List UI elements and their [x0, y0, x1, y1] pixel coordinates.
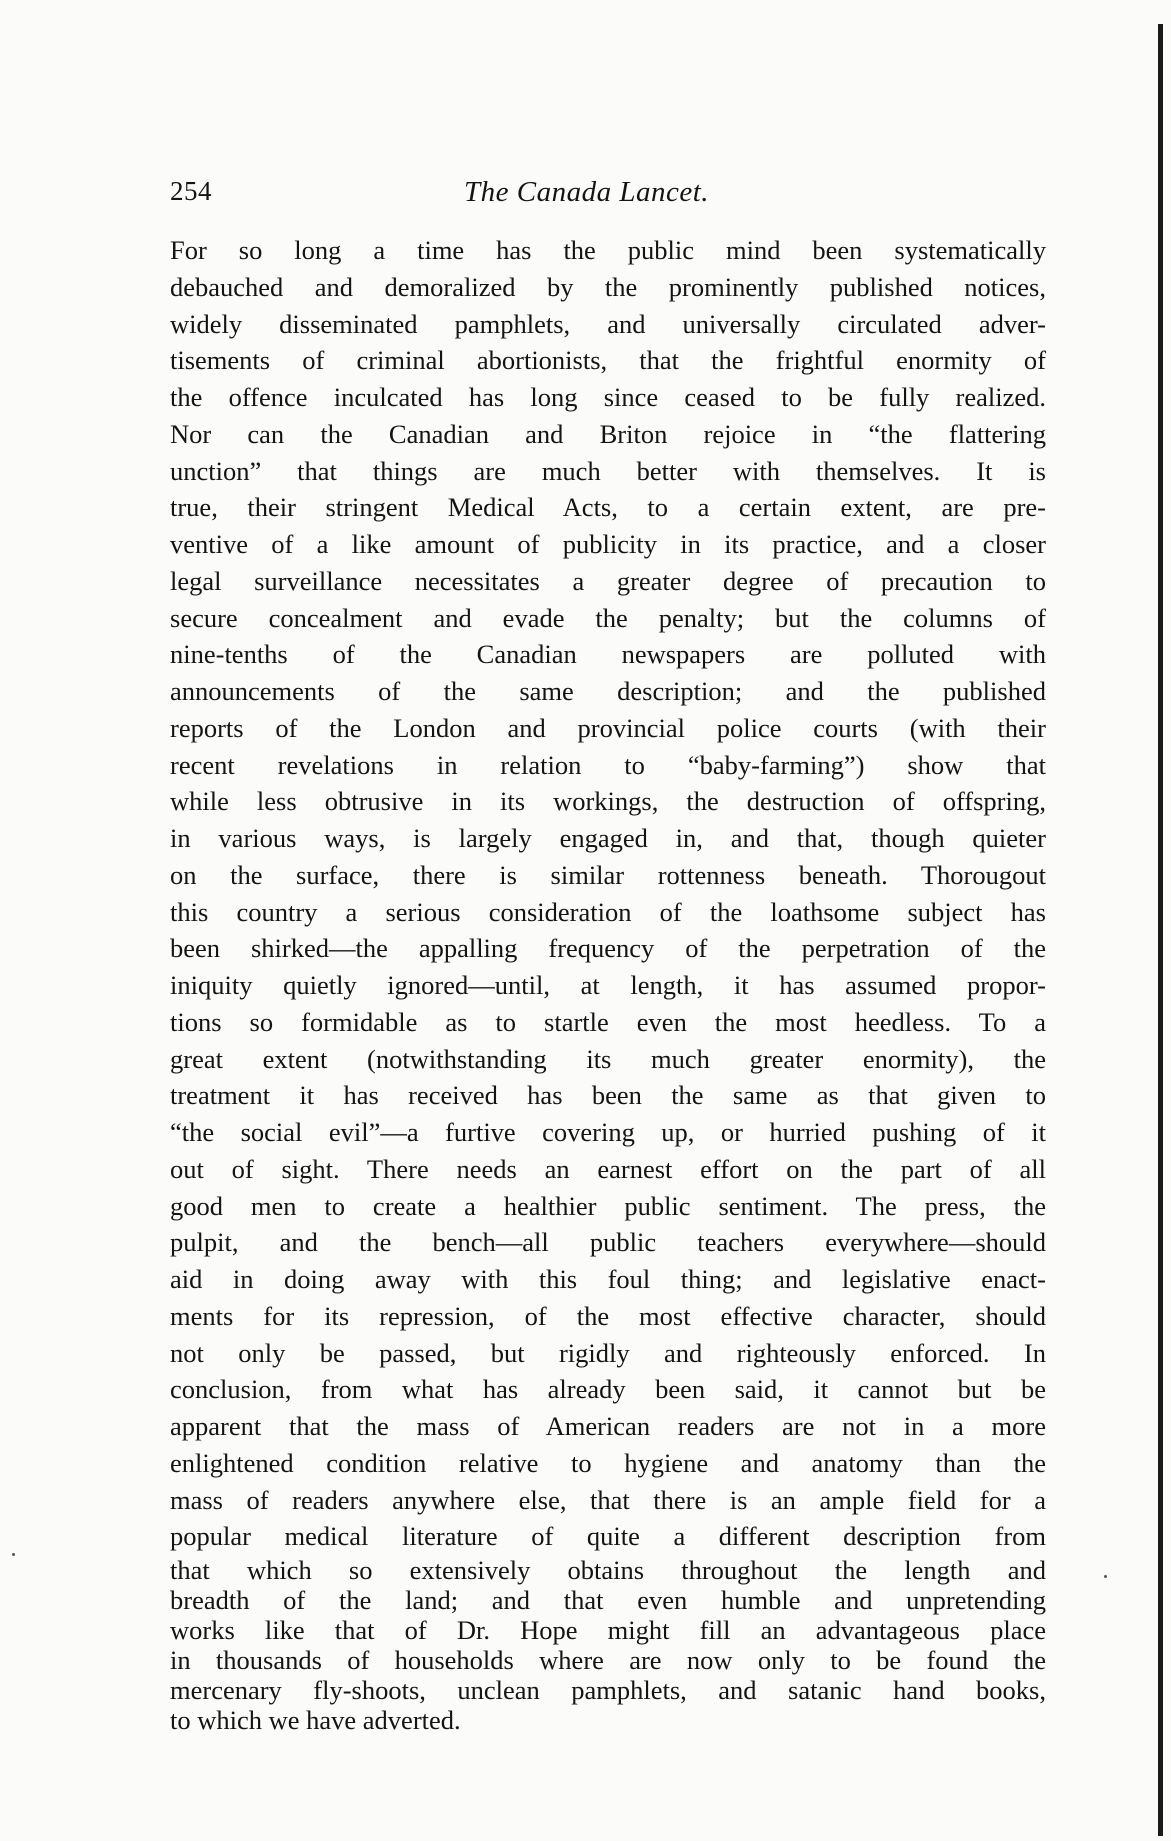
text-line: pulpit, and the bench—all public teachers everywhere—should: [170, 1227, 1046, 1258]
text-line: “the social evil”—a furtive covering up, or hurried pushing of it: [170, 1117, 1046, 1147]
text-line: tions so formidable as to startle even the most heedless. To a: [170, 1006, 1046, 1037]
text-line: true, their stringent Medical Acts, to a certain extent, are pre-: [170, 492, 1046, 523]
text-line: while less obtrusive in its workings, the destruction of offspring,: [170, 786, 1046, 817]
text-line: tisements of criminal abortionists, that the frightful enormity of: [170, 345, 1046, 376]
text-line: great extent (notwithstanding its much greater enormity), the: [170, 1043, 1046, 1074]
text-line: reports of the London and provincial police courts (with their: [170, 712, 1046, 743]
text-line: apparent that the mass of American readers are not in a more: [170, 1411, 1046, 1441]
text-line: treatment it has received has been the same as that given to: [170, 1080, 1046, 1111]
text-line: Nor can the Canadian and Briton rejoice in “the flattering: [170, 418, 1046, 449]
running-title: The Canada Lancet.: [464, 176, 710, 208]
text-line: enlightened condition relative to hygiene and anatomy than the: [170, 1447, 1046, 1478]
text-line: unction” that things are much better with themselves. It is: [170, 455, 1046, 486]
text-line: recent revelations in relation to “baby-farming”) show that: [170, 749, 1046, 780]
text-line: been shirked—the appalling frequency of the perpetration of the: [170, 933, 1046, 964]
text-line: ments for its repression, of the most effective character, should: [170, 1300, 1046, 1331]
text-line: on the surface, there is similar rottenness beneath. Thorougout: [170, 859, 1046, 890]
text-line: good men to create a healthier public sentiment. The press, the: [170, 1190, 1046, 1221]
text-line: ventive of a like amount of publicity in its practice, and a closer: [170, 529, 1046, 559]
text-line: this country a serious consideration of the loathsome subject has: [170, 896, 1046, 927]
text-line: For so long a time has the public mind been systematically: [170, 235, 1046, 265]
text-line: secure concealment and evade the penalty; but the columns of: [170, 602, 1046, 633]
text-line: widely disseminated pamphlets, and universally circulated adver-: [170, 308, 1046, 339]
text-line: the offence inculcated has long since ceased to be fully realized.: [170, 382, 1046, 412]
text-line: iniquity quietly ignored—until, at length, it has assumed propor-: [170, 970, 1046, 1000]
text-line: in thousands of households where are now only to be found the: [170, 1645, 1046, 1675]
text-line: mercenary fly-shoots, unclean pamphlets, and satanic hand books,: [170, 1675, 1046, 1705]
scan-speck: [12, 1553, 15, 1556]
text-line: breadth of the land; and that even humble and unpretending: [170, 1585, 1046, 1615]
text-line: in various ways, is largely engaged in, and that, though quieter: [170, 823, 1046, 853]
text-line: announcements of the same description; and the published: [170, 676, 1046, 706]
text-line: legal surveillance necessitates a greater degree of precaution to: [170, 565, 1046, 596]
page-header: [170, 176, 1050, 212]
text-line: conclusion, from what has already been said, it cannot but be: [170, 1374, 1046, 1405]
text-line: out of sight. There needs an earnest effort on the part of all: [170, 1153, 1046, 1184]
page-edge-rule: [1158, 24, 1163, 1836]
text-line: to which we have adverted.: [170, 1705, 461, 1735]
text-line: popular medical literature of quite a different description from: [170, 1521, 1046, 1552]
text-line: aid in doing away with this foul thing; and legislative enact-: [170, 1264, 1046, 1294]
text-line: nine-tenths of the Canadian newspapers are polluted with: [170, 639, 1046, 670]
scan-speck: [1104, 1575, 1107, 1578]
text-line: debauched and demoralized by the prominently published notices,: [170, 271, 1046, 302]
text-line: works like that of Dr. Hope might fill an advantageous place: [170, 1615, 1046, 1645]
page-number: 254: [170, 176, 212, 206]
text-line: that which so extensively obtains throughout the length and: [170, 1555, 1046, 1585]
text-line: not only be passed, but rigidly and righteously enforced. In: [170, 1337, 1046, 1368]
text-line: mass of readers anywhere else, that there is an ample field for a: [170, 1484, 1046, 1515]
body-paragraph: [170, 232, 1046, 1735]
